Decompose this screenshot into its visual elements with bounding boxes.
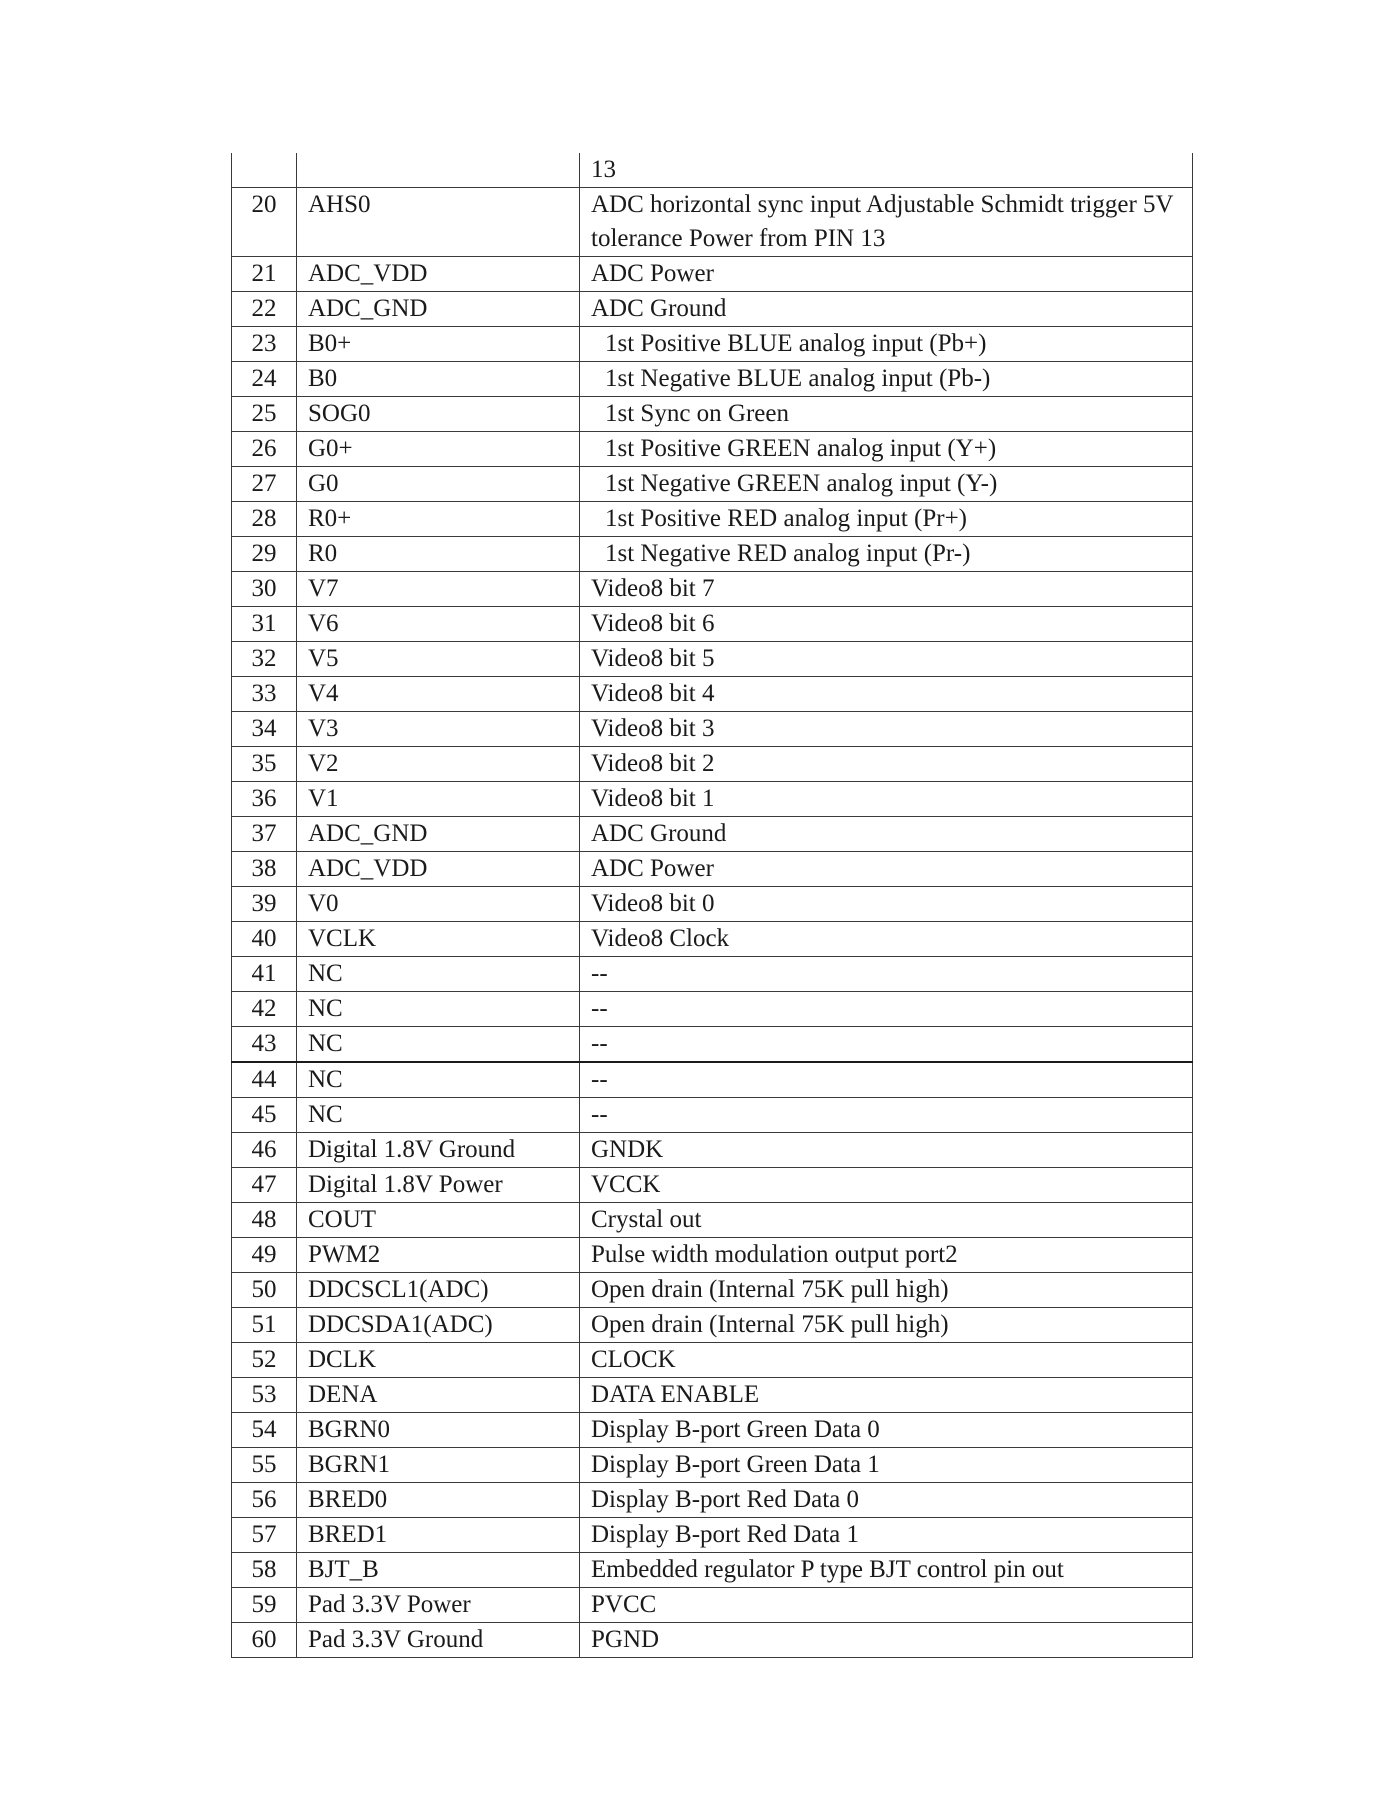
table-row — [232, 747, 1193, 782]
table-row — [232, 1168, 1193, 1203]
pin-number-cell: 27 — [232, 467, 297, 502]
pin-number-cell: 56 — [232, 1483, 297, 1518]
pin-number-cell: 58 — [232, 1553, 297, 1588]
pin-name-cell: V7 — [297, 572, 580, 607]
pin-description-cell: Video8 Clock — [580, 922, 1193, 957]
pin-description-cell: 1st Positive RED analog input (Pr+) — [580, 502, 1193, 537]
pin-description-cell: 1st Negative RED analog input (Pr-) — [580, 537, 1193, 572]
pin-description-cell: DATA ENABLE — [580, 1378, 1193, 1413]
pin-name-cell: V5 — [297, 642, 580, 677]
pin-number-cell: 40 — [232, 922, 297, 957]
pin-name-cell: V0 — [297, 887, 580, 922]
pin-description-cell: Display B-port Green Data 0 — [580, 1413, 1193, 1448]
pin-description-cell: VCCK — [580, 1168, 1193, 1203]
pin-name-cell: Digital 1.8V Power — [297, 1168, 580, 1203]
pin-number-cell: 30 — [232, 572, 297, 607]
pin-name-cell: BRED0 — [297, 1483, 580, 1518]
pin-description-cell: Video8 bit 6 — [580, 607, 1193, 642]
table-row — [232, 677, 1193, 712]
pin-number-cell: 48 — [232, 1203, 297, 1238]
pin-number-cell: 55 — [232, 1448, 297, 1483]
pin-number-cell: 36 — [232, 782, 297, 817]
pin-description-cell: -- — [580, 1027, 1193, 1063]
pin-name-cell: ADC_GND — [297, 817, 580, 852]
pin-number-cell: 32 — [232, 642, 297, 677]
table-row — [232, 257, 1193, 292]
table-row — [232, 327, 1193, 362]
pin-description-cell: -- — [580, 1098, 1193, 1133]
pin-name-cell: V4 — [297, 677, 580, 712]
table-row — [232, 1133, 1193, 1168]
pin-number-cell: 49 — [232, 1238, 297, 1273]
pin-name-cell: VCLK — [297, 922, 580, 957]
table-row — [232, 467, 1193, 502]
pin-name-cell: NC — [297, 1098, 580, 1133]
pin-number-cell: 59 — [232, 1588, 297, 1623]
pin-description-cell: ADC horizontal sync input Adjustable Schmidt trigger 5V tolerance Power from PIN 13 — [580, 188, 1193, 257]
pin-number-cell: 37 — [232, 817, 297, 852]
pin-description-cell: 1st Sync on Green — [580, 397, 1193, 432]
pin-description-cell: Video8 bit 3 — [580, 712, 1193, 747]
pin-name-cell: V2 — [297, 747, 580, 782]
pin-number-cell: 22 — [232, 292, 297, 327]
pin-name-cell — [297, 153, 580, 188]
pin-number-cell: 60 — [232, 1623, 297, 1658]
pin-description-cell: 1st Negative BLUE analog input (Pb-) — [580, 362, 1193, 397]
table-row — [232, 1343, 1193, 1378]
table-row — [232, 1062, 1193, 1098]
pin-name-cell: R0 — [297, 537, 580, 572]
pin-name-cell: G0+ — [297, 432, 580, 467]
table-row — [232, 1553, 1193, 1588]
pin-name-cell: AHS0 — [297, 188, 580, 257]
pin-name-cell: V3 — [297, 712, 580, 747]
pin-number-cell: 44 — [232, 1062, 297, 1098]
pin-number-cell: 41 — [232, 957, 297, 992]
table-row — [232, 572, 1193, 607]
pin-description-cell: Video8 bit 4 — [580, 677, 1193, 712]
table-row — [232, 1483, 1193, 1518]
pin-name-cell: V1 — [297, 782, 580, 817]
table-row — [232, 537, 1193, 572]
pin-description-cell: 1st Positive GREEN analog input (Y+) — [580, 432, 1193, 467]
pin-name-cell: COUT — [297, 1203, 580, 1238]
pin-name-cell: DCLK — [297, 1343, 580, 1378]
pin-name-cell: B0+ — [297, 327, 580, 362]
pin-name-cell: ADC_GND — [297, 292, 580, 327]
table-row — [232, 992, 1193, 1027]
pin-description-table — [231, 153, 1193, 1658]
pin-description-cell: Video8 bit 0 — [580, 887, 1193, 922]
table-row — [232, 153, 1193, 188]
pin-number-cell: 34 — [232, 712, 297, 747]
pin-number-cell: 42 — [232, 992, 297, 1027]
table-row — [232, 817, 1193, 852]
pin-description-cell: 1st Positive BLUE analog input (Pb+) — [580, 327, 1193, 362]
pin-description-cell: -- — [580, 992, 1193, 1027]
pin-description-cell: ADC Ground — [580, 292, 1193, 327]
table-row — [232, 1027, 1193, 1063]
table-row — [232, 1308, 1193, 1343]
table-row — [232, 1413, 1193, 1448]
table-row — [232, 957, 1193, 992]
pin-name-cell: BRED1 — [297, 1518, 580, 1553]
pin-description-cell: 13 — [580, 153, 1193, 188]
table-row — [232, 188, 1193, 257]
pin-name-cell: BGRN0 — [297, 1413, 580, 1448]
pin-description-cell: ADC Ground — [580, 817, 1193, 852]
pin-name-cell: DDCSCL1(ADC) — [297, 1273, 580, 1308]
table-row — [232, 502, 1193, 537]
pin-description-cell: Display B-port Red Data 0 — [580, 1483, 1193, 1518]
pin-name-cell: Digital 1.8V Ground — [297, 1133, 580, 1168]
pin-number-cell: 51 — [232, 1308, 297, 1343]
table-row — [232, 1238, 1193, 1273]
table-row — [232, 1378, 1193, 1413]
table-row — [232, 782, 1193, 817]
table-row — [232, 922, 1193, 957]
table-row — [232, 292, 1193, 327]
pin-number-cell: 47 — [232, 1168, 297, 1203]
pin-description-cell: ADC Power — [580, 852, 1193, 887]
table-row — [232, 1448, 1193, 1483]
pin-description-cell: Display B-port Red Data 1 — [580, 1518, 1193, 1553]
pin-number-cell: 33 — [232, 677, 297, 712]
pin-number-cell: 45 — [232, 1098, 297, 1133]
pin-name-cell: DDCSDA1(ADC) — [297, 1308, 580, 1343]
pin-description-cell: PGND — [580, 1623, 1193, 1658]
pin-name-cell: Pad 3.3V Power — [297, 1588, 580, 1623]
pin-name-cell: ADC_VDD — [297, 257, 580, 292]
pin-table-body — [232, 153, 1193, 1658]
pin-number-cell — [232, 153, 297, 188]
pin-name-cell: NC — [297, 992, 580, 1027]
pin-description-cell: Video8 bit 7 — [580, 572, 1193, 607]
pin-name-cell: Pad 3.3V Ground — [297, 1623, 580, 1658]
pin-description-cell: GNDK — [580, 1133, 1193, 1168]
pin-number-cell: 29 — [232, 537, 297, 572]
pin-number-cell: 23 — [232, 327, 297, 362]
pin-name-cell: ADC_VDD — [297, 852, 580, 887]
pin-number-cell: 25 — [232, 397, 297, 432]
pin-description-cell: Video8 bit 1 — [580, 782, 1193, 817]
pin-number-cell: 43 — [232, 1027, 297, 1063]
pin-name-cell: V6 — [297, 607, 580, 642]
pin-name-cell: G0 — [297, 467, 580, 502]
pin-name-cell: DENA — [297, 1378, 580, 1413]
pin-name-cell: BJT_B — [297, 1553, 580, 1588]
table-row — [232, 1588, 1193, 1623]
pin-number-cell: 28 — [232, 502, 297, 537]
pin-description-cell: -- — [580, 957, 1193, 992]
pin-number-cell: 39 — [232, 887, 297, 922]
pin-name-cell: R0+ — [297, 502, 580, 537]
pin-number-cell: 21 — [232, 257, 297, 292]
pin-name-cell: NC — [297, 1027, 580, 1063]
pin-description-cell: PVCC — [580, 1588, 1193, 1623]
table-row — [232, 1273, 1193, 1308]
pin-description-cell: 1st Negative GREEN analog input (Y-) — [580, 467, 1193, 502]
pin-number-cell: 24 — [232, 362, 297, 397]
pin-name-cell: NC — [297, 957, 580, 992]
pin-number-cell: 26 — [232, 432, 297, 467]
pin-number-cell: 50 — [232, 1273, 297, 1308]
table-row — [232, 887, 1193, 922]
table-row — [232, 1623, 1193, 1658]
pin-number-cell: 31 — [232, 607, 297, 642]
pin-description-cell: -- — [580, 1062, 1193, 1098]
pin-description-cell: Video8 bit 2 — [580, 747, 1193, 782]
table-row — [232, 432, 1193, 467]
pin-number-cell: 46 — [232, 1133, 297, 1168]
pin-name-cell: BGRN1 — [297, 1448, 580, 1483]
pin-name-cell: PWM2 — [297, 1238, 580, 1273]
pin-name-cell: NC — [297, 1062, 580, 1098]
pin-description-cell: Video8 bit 5 — [580, 642, 1193, 677]
pin-description-cell: ADC Power — [580, 257, 1193, 292]
pin-number-cell: 53 — [232, 1378, 297, 1413]
pin-number-cell: 57 — [232, 1518, 297, 1553]
pin-number-cell: 54 — [232, 1413, 297, 1448]
table-row — [232, 712, 1193, 747]
pin-description-cell: Embedded regulator P type BJT control pin out — [580, 1553, 1193, 1588]
table-row — [232, 1518, 1193, 1553]
pin-description-cell: Pulse width modulation output port2 — [580, 1238, 1193, 1273]
pin-description-cell: Open drain (Internal 75K pull high) — [580, 1308, 1193, 1343]
pin-name-cell: B0 — [297, 362, 580, 397]
table-row — [232, 1203, 1193, 1238]
pin-description-cell: Display B-port Green Data 1 — [580, 1448, 1193, 1483]
pin-number-cell: 52 — [232, 1343, 297, 1378]
table-row — [232, 852, 1193, 887]
pin-number-cell: 20 — [232, 188, 297, 257]
table-row — [232, 362, 1193, 397]
table-row — [232, 642, 1193, 677]
pin-number-cell: 38 — [232, 852, 297, 887]
table-row — [232, 1098, 1193, 1133]
pin-number-cell: 35 — [232, 747, 297, 782]
pin-description-cell: Crystal out — [580, 1203, 1193, 1238]
table-row — [232, 607, 1193, 642]
pin-description-cell: Open drain (Internal 75K pull high) — [580, 1273, 1193, 1308]
pin-description-cell: CLOCK — [580, 1343, 1193, 1378]
table-row — [232, 397, 1193, 432]
pin-name-cell: SOG0 — [297, 397, 580, 432]
